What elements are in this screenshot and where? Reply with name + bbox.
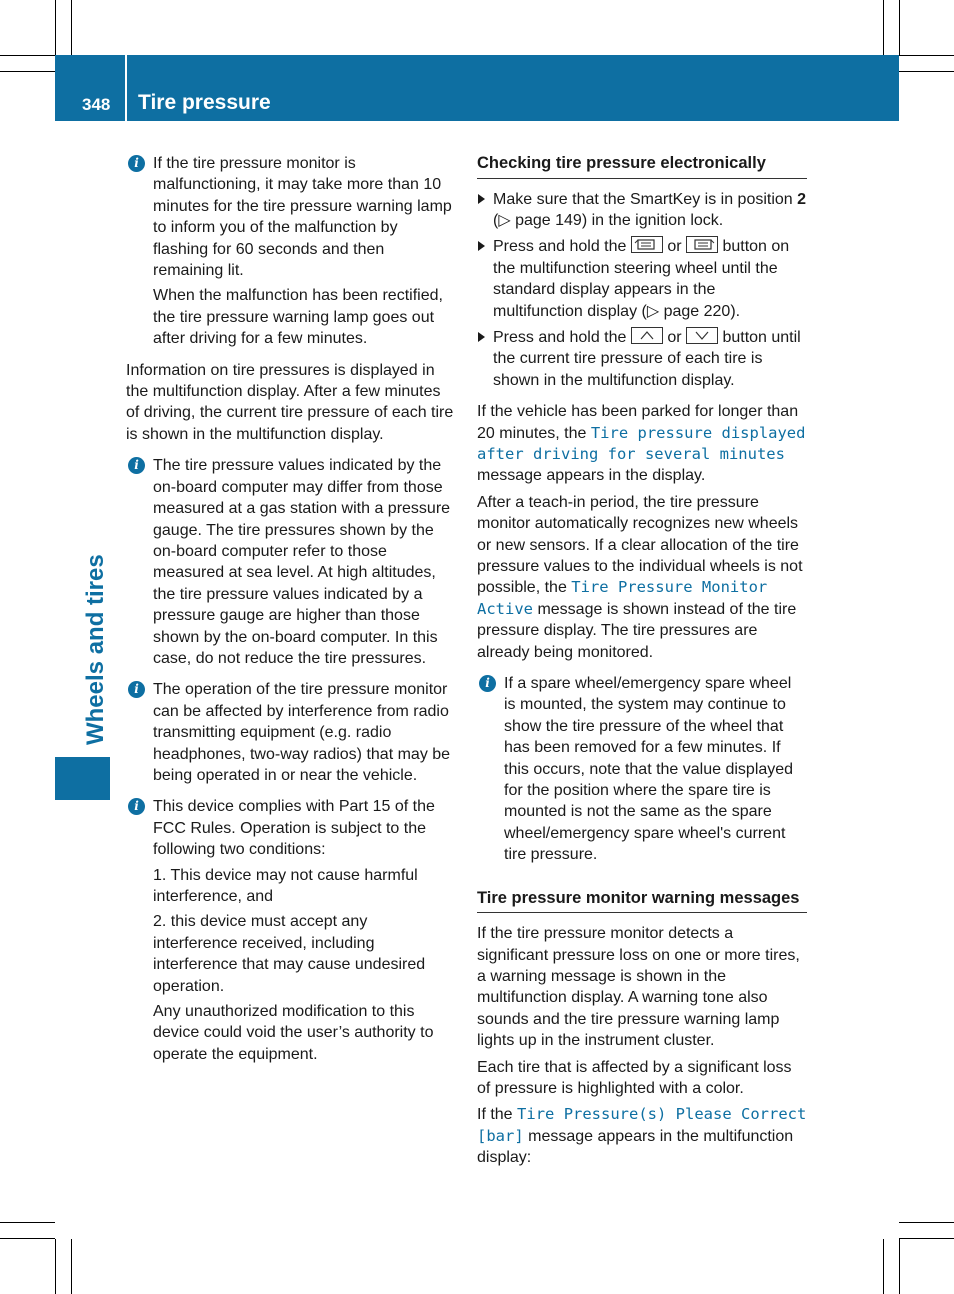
step-text: (▷ page 149) in the ignition lock. — [493, 211, 724, 229]
step-arrow-icon — [478, 332, 485, 342]
crop-mark — [883, 1239, 884, 1294]
instruction-step — [477, 189, 807, 232]
info-text: Any unauthorized modification to this device could void the user’s authority to operate the equipment. — [153, 1003, 434, 1063]
info-text: 1. This device may not cause harmful interference, and — [153, 866, 418, 905]
instruction-step — [477, 236, 807, 322]
info-text: If the tire pressure monitor is malfunctioning, it may take more than 10 minutes for the tire pressure warning lamp to inform you of the malfunction by flashing for 60 seconds and then remaining lit. — [153, 155, 452, 280]
info-note — [126, 153, 456, 350]
body-paragraph: Each tire that is affected by a significant loss of pressure is highlighted with a color. — [477, 1058, 792, 1098]
paragraph-text: After a teach-in period, the tire pressure monitor automatically recognizes new wheels or new sensors. If a clear allocation of the tire pressure values to the individual wheels is not possible, the — [477, 493, 803, 597]
info-icon: i — [128, 457, 145, 474]
step-arrow-icon — [478, 194, 485, 204]
info-text: When the malfunction has been rectified, the tire pressure warning lamp goes out after driving for a few minutes. — [153, 287, 443, 348]
step-text: or — [662, 328, 686, 346]
paragraph-text: message appears in the display. — [477, 467, 706, 485]
crop-mark — [0, 1238, 55, 1239]
info-note — [477, 673, 807, 866]
crop-mark — [899, 1239, 900, 1294]
right-column — [477, 153, 807, 1174]
section-tab-label: Wheels and tires — [82, 554, 109, 745]
paragraph-text: If the vehicle has been parked for longer than 20 minutes, the — [477, 403, 799, 442]
crop-mark — [0, 71, 55, 72]
info-note — [126, 679, 456, 786]
crop-mark — [899, 0, 900, 55]
info-icon: i — [128, 155, 145, 172]
info-icon: i — [479, 675, 496, 692]
crop-mark — [899, 1222, 954, 1223]
header-divider — [125, 55, 127, 121]
instruction-step — [477, 327, 807, 391]
section-heading: Tire pressure monitor warning messages — [477, 888, 807, 914]
step-text: Press and hold the — [493, 238, 631, 256]
crop-mark — [899, 55, 954, 56]
display-message: Tire Pressure Monitor Active — [477, 578, 768, 618]
info-note — [126, 455, 456, 669]
step-text: or — [662, 238, 686, 256]
crop-mark — [55, 0, 56, 55]
body-paragraph — [477, 401, 807, 487]
paragraph-text: message is shown instead of the tire pressure display. The tire pressures are already being monitored. — [477, 600, 797, 661]
info-text: 2. this device must accept any interference received, including interference that may cause undesired operation. — [153, 913, 426, 995]
display-forward-button-icon — [686, 236, 718, 253]
section-tab-marker — [55, 757, 110, 800]
body-paragraph — [477, 1104, 807, 1168]
crop-mark — [0, 1222, 55, 1223]
info-icon: i — [128, 681, 145, 698]
info-text: The tire pressure values indicated by the on-board computer may differ from those measured at a gas station with a pressure gauge. The tire pressures shown by the on-board computer refer to those measured at sea level. At high altitudes, the tire pressure values indicated by a pressure gauge are higher than those shown by the on-board computer. In this case, do not reduce the tire pressures. — [153, 457, 451, 667]
step-position: 2 — [797, 190, 807, 208]
crop-mark — [899, 1238, 954, 1239]
step-text: button until the current tire pressure of each tire is shown in the multifunction display. — [493, 328, 801, 389]
crop-mark — [71, 1239, 72, 1294]
crop-mark — [55, 1239, 56, 1294]
info-text: If a spare wheel/emergency spare wheel is mounted, the system may continue to show the tire pressure of the wheel that has been removed for a few minutes. If this occurs, note that the value displayed for the position where the spare tire is mounted is not the same as the spare wheel/emergency spare wheel's current tire pressure. — [504, 675, 794, 864]
left-column — [126, 153, 456, 1075]
info-note — [126, 796, 456, 1065]
step-text: button on the multifunction steering wheel until the standard display appears in the multifunction display (▷ page 220). — [493, 238, 790, 320]
step-text: Press and hold the — [493, 328, 631, 346]
body-paragraph — [477, 492, 807, 663]
display-message: Tire Pressure(s) Please Correct [bar] — [477, 1105, 807, 1145]
body-paragraph: If the tire pressure monitor detects a significant pressure loss on one or more tires, a warning message is shown in the multifunction display. A warning tone also sounds and the tire pressure warning lamp lights up in the instrument cluster. — [477, 925, 800, 1050]
page-number: 348 — [82, 95, 111, 114]
crop-mark — [0, 55, 55, 56]
crop-mark — [71, 0, 72, 55]
display-back-button-icon — [631, 236, 663, 253]
step-arrow-icon — [478, 241, 485, 251]
display-message: Tire pressure displayed after driving for several minutes — [477, 423, 806, 463]
body-paragraph: Information on tire pressures is displayed in the multifunction display. After a few minutes of driving, the current tire pressure of each tire is shown in the multifunction display. — [126, 361, 454, 443]
crop-mark — [883, 0, 884, 55]
page-title: Tire pressure — [138, 91, 271, 114]
section-heading: Checking tire pressure electronically — [477, 153, 807, 179]
paragraph-text: If the — [477, 1106, 518, 1124]
info-text: The operation of the tire pressure monitor can be affected by interference from radio transmitting equipment (e.g. radio headphones, two-way radios) that may be being operated in or near the vehicle. — [153, 681, 451, 784]
info-text: This device complies with Part 15 of the FCC Rules. Operation is subject to the following two conditions: — [153, 798, 435, 859]
crop-mark — [899, 71, 954, 72]
up-button-icon — [631, 327, 663, 344]
info-icon: i — [128, 798, 145, 815]
down-button-icon — [686, 327, 718, 344]
step-text: Make sure that the SmartKey is in position — [493, 190, 798, 208]
paragraph-text: message appears in the multifunction display: — [477, 1127, 794, 1167]
page-header — [55, 55, 899, 121]
